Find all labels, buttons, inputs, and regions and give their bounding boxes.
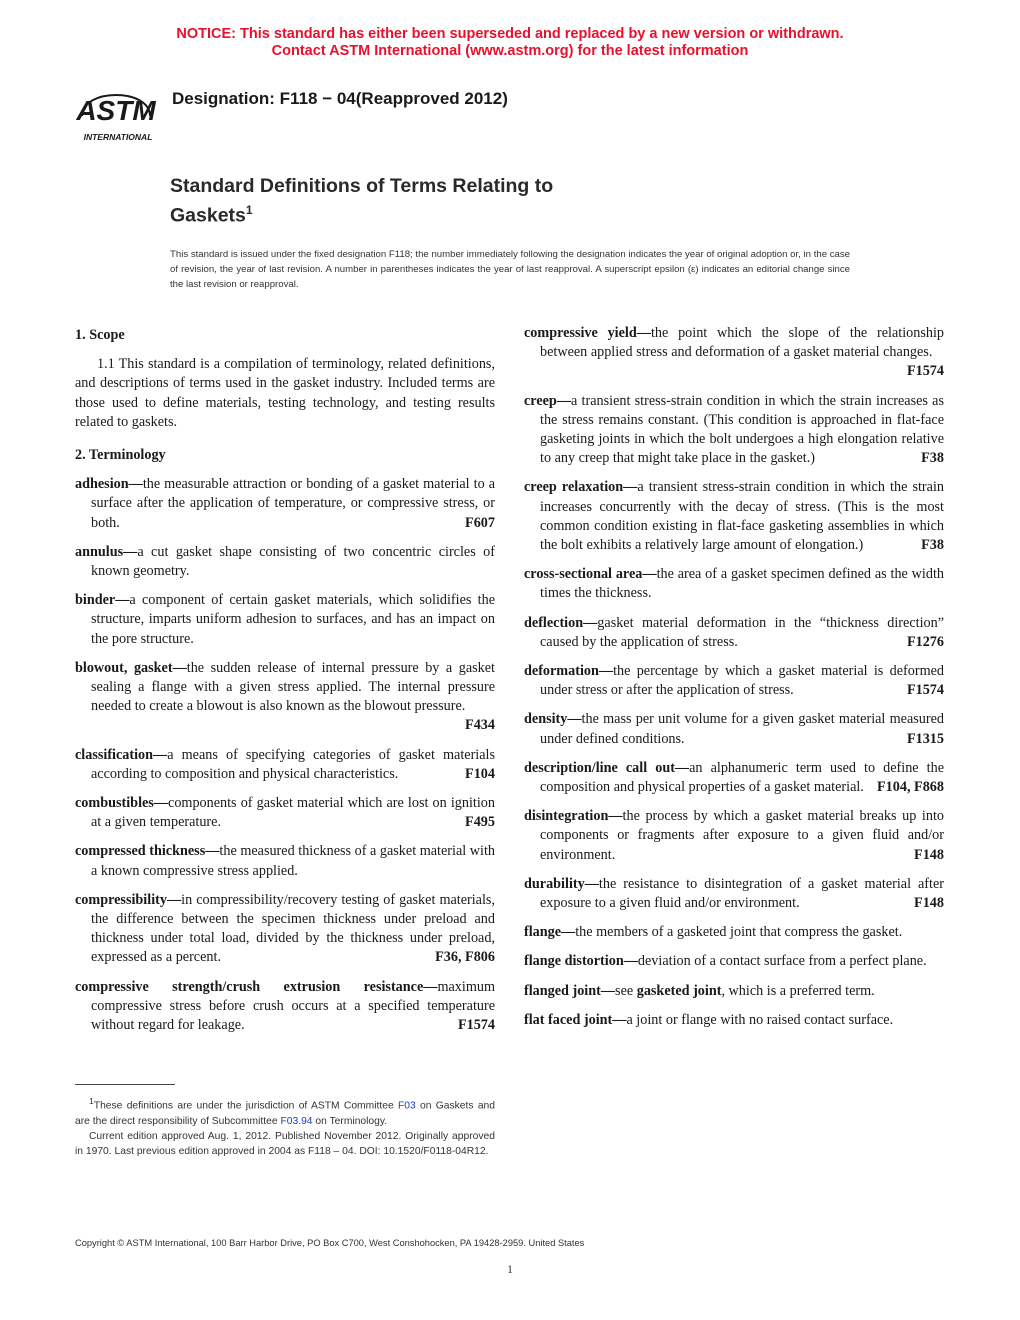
term-definition: an alphanumeric term used to define the composition and physical properties of a gasket material. <box>540 759 945 796</box>
term-name: description/line call out— <box>524 759 690 776</box>
term-reference: F1574 <box>906 363 944 380</box>
term-name: annulus— <box>75 543 138 560</box>
term-definition: the resistance to disintegration of a gasket material after exposure to a given fluid and/or environment. <box>540 875 944 912</box>
term-reference: F36, F806 <box>435 949 495 966</box>
term-name: classification— <box>75 746 168 763</box>
term-entry <box>75 659 495 736</box>
page-title <box>170 174 730 228</box>
term-definition: a joint or flange with no raised contact surface. <box>626 1011 894 1028</box>
footnote <box>75 1094 495 1159</box>
term-definition: a cut gasket shape consisting of two concentric circles of known geometry. <box>91 543 495 580</box>
term-name: flanged joint— <box>524 982 616 999</box>
term-reference: F148 <box>914 846 944 863</box>
term-name: blowout, gasket— <box>75 659 187 676</box>
title-line-1: Standard Definitions of Terms Relating to <box>170 175 554 197</box>
term-entry <box>524 875 944 913</box>
term-name: cross-sectional area— <box>524 566 657 583</box>
copyright: Copyright © ASTM International, 100 Barr Harbor Drive, PO Box C700, West Conshohocken, PA 19428-2959. United States <box>75 1238 585 1248</box>
term-name: compressibility— <box>75 891 182 908</box>
footnote-text-c: on Terminology. <box>312 1115 388 1127</box>
committee-link[interactable]: F03 <box>397 1100 416 1112</box>
term-reference: F1574 <box>457 1017 495 1034</box>
term-entry <box>524 662 944 700</box>
term-definition: see <box>615 982 637 999</box>
term-reference: F1574 <box>906 682 944 699</box>
term-reference: F38 <box>921 537 944 554</box>
term-entry <box>524 392 944 469</box>
footnote-divider <box>75 1084 175 1085</box>
term-cross-reference: gasketed joint <box>636 982 722 999</box>
notice-line-2: Contact ASTM International (www.astm.org) for the latest information <box>271 43 749 59</box>
term-definition: a transient stress-strain condition in which the strain increases as the stress remains constant. (This condition is approached in flat-face gasketing joints in which the bolt undergoes a high elongation relative to any creep that might take place in the gasket.) <box>540 392 944 467</box>
term-definition: the mass per unit volume for a given gasket material measured under defined conditions. <box>540 711 944 747</box>
term-name: flange— <box>524 924 576 941</box>
term-name: creep relaxation— <box>524 479 638 496</box>
term-definition: the process by which a gasket material breaks up into components or fragments after exposure to a given fluid and/or environment. <box>540 808 944 863</box>
term-definition: the percentage by which a gasket material is deformed under stress or after the application of stress. <box>540 663 944 699</box>
footnote-mark: 1 <box>89 1096 94 1106</box>
term-entry <box>524 759 944 797</box>
term-reference: F1276 <box>906 633 944 650</box>
left-column <box>75 324 495 1045</box>
term-definition: a means of specifying categories of gasket materials according to composition and physical characteristics. <box>91 746 495 782</box>
term-reference: F104 <box>465 765 495 782</box>
term-name: flat faced joint— <box>524 1011 627 1028</box>
intro-note: This standard is issued under the fixed designation F118; the number immediately following the designation indicates the year of original adoption or, in the case of revision, the year of last revision. A number in parentheses indicates the year of last reapproval. A superscript epsilon (ε) indicates an editorial change since the last revision or reapproval. <box>170 249 850 290</box>
right-column <box>524 324 944 1040</box>
notice-line-1: NOTICE: This standard has either been superseded and replaced by a new version or withdrawn. <box>176 26 844 42</box>
term-name: compressive yield— <box>524 325 651 341</box>
term-entry <box>75 794 495 832</box>
astm-logo <box>70 76 162 146</box>
term-reference: F1315 <box>906 730 944 747</box>
term-definition: deviation of a contact surface from a perfect plane. <box>637 953 927 970</box>
title-footnote-mark: 1 <box>245 203 253 217</box>
term-name: creep— <box>524 392 572 409</box>
term-entry <box>524 710 944 748</box>
scope-heading: 1. Scope <box>75 327 125 343</box>
term-definition: gasket material deformation in the “thickness direction” caused by the application of stress. <box>540 614 944 650</box>
term-definition: the measured thickness of a gasket material with a known compressive stress applied. <box>91 843 495 879</box>
term-name: deformation— <box>524 663 614 680</box>
term-definition: maximum compressive stress before crush occurs at a specified temperature without regard for leakage. <box>91 978 495 1034</box>
term-reference: F104, F868 <box>877 779 944 796</box>
term-name: binder— <box>75 592 130 609</box>
logo-letters: ASTM <box>76 95 156 126</box>
term-definition: the point which the slope of the relationship between applied stress and deformation of a gasket material changes. <box>540 325 944 361</box>
term-entry <box>524 565 944 603</box>
term-name: adhesion— <box>75 476 143 493</box>
term-definition: the sudden release of internal pressure by a gasket sealing a flange with a given stress applied. The internal pressure needed to create a blowout is also known as the blowout pressure. <box>91 659 495 715</box>
term-name: combustibles— <box>75 795 169 812</box>
term-reference: F607 <box>465 514 495 531</box>
term-definition: a component of certain gasket materials, which solidifies the structure, imparts uniform adhesion to surfaces, and has an impact on the pore structure. <box>91 592 495 647</box>
term-definition: the members of a gasketed joint that compress the gasket. <box>575 924 903 941</box>
term-name: compressive strength/crush extrusion resistance— <box>75 978 438 995</box>
term-name: density— <box>524 711 582 728</box>
term-definition: in compressibility/recovery testing of gasket materials, the difference between the specimen thickness under preload and thickness under total load, divided by the thickness under preload, expressed as a percent. <box>91 891 495 966</box>
title-line-2: Gaskets <box>170 204 246 227</box>
term-entry <box>524 923 944 942</box>
footnote-edition: Current edition approved Aug. 1, 2012. Published November 2012. Originally approved in 1970. Last previous edition approved in 2004 as F118 – 04. DOI: 10.1520/F0118-04R12. <box>75 1130 495 1158</box>
term-entry <box>75 746 495 784</box>
term-reference: F38 <box>921 450 944 467</box>
term-entry <box>524 952 944 971</box>
term-name: disintegration— <box>524 808 623 825</box>
left-term-list <box>75 475 495 1035</box>
term-entry <box>524 478 944 555</box>
term-definition: the area of a gasket specimen defined as the width times the thickness. <box>540 566 944 602</box>
term-entry <box>75 543 495 581</box>
term-definition: the measurable attraction or bonding of a gasket material to a surface after the application of temperature, or compressive stress, or both. <box>91 476 495 531</box>
notice-banner <box>0 26 1020 60</box>
term-name: flange distortion— <box>524 953 638 970</box>
term-entry <box>75 591 495 649</box>
term-entry <box>524 324 944 382</box>
right-term-list <box>524 324 944 1030</box>
term-entry <box>75 978 495 1036</box>
terminology-heading: 2. Terminology <box>75 447 166 464</box>
term-entry <box>524 807 944 865</box>
term-entry <box>524 614 944 652</box>
footnote-text-b: on Gaskets and are the direct responsibility of Subcommittee <box>75 1100 496 1127</box>
logo-word: INTERNATIONAL <box>83 132 153 142</box>
term-entry <box>524 1011 944 1030</box>
designation: Designation: F118 − 04(Reapproved 2012) <box>172 89 508 108</box>
term-name: deflection— <box>524 614 598 631</box>
term-entry <box>75 475 495 533</box>
subcommittee-link[interactable]: F03.94 <box>280 1115 313 1127</box>
term-name: durability— <box>524 875 599 892</box>
scope-text: 1.1 This standard is a compilation of terminology, related definitions, and descriptions of terms used in the gasket industry. Included terms are those used to define materials, testing technology, and testing results related to gaskets. <box>75 356 495 430</box>
term-entry <box>75 891 495 968</box>
term-entry <box>75 842 495 880</box>
term-reference: F148 <box>914 895 944 912</box>
term-definition: a transient stress-strain condition in which the strain increases concurrently with the decay of stress. (This is the most common condition existing in flat-face gasketing assemblies in which the bolt exhibits a relatively large amount of elongation.) <box>540 479 944 554</box>
term-entry <box>524 982 944 1001</box>
term-name: compressed thickness— <box>75 843 220 860</box>
term-reference: F434 <box>465 717 495 734</box>
term-definition-tail: , which is a preferred term. <box>721 982 875 999</box>
term-reference: F495 <box>465 814 495 831</box>
page-number: 1 <box>507 1262 513 1276</box>
term-definition: components of gasket material which are lost on ignition at a given temperature. <box>91 795 495 831</box>
footnote-text-a: These definitions are under the jurisdiction of ASTM Committee <box>93 1100 398 1112</box>
